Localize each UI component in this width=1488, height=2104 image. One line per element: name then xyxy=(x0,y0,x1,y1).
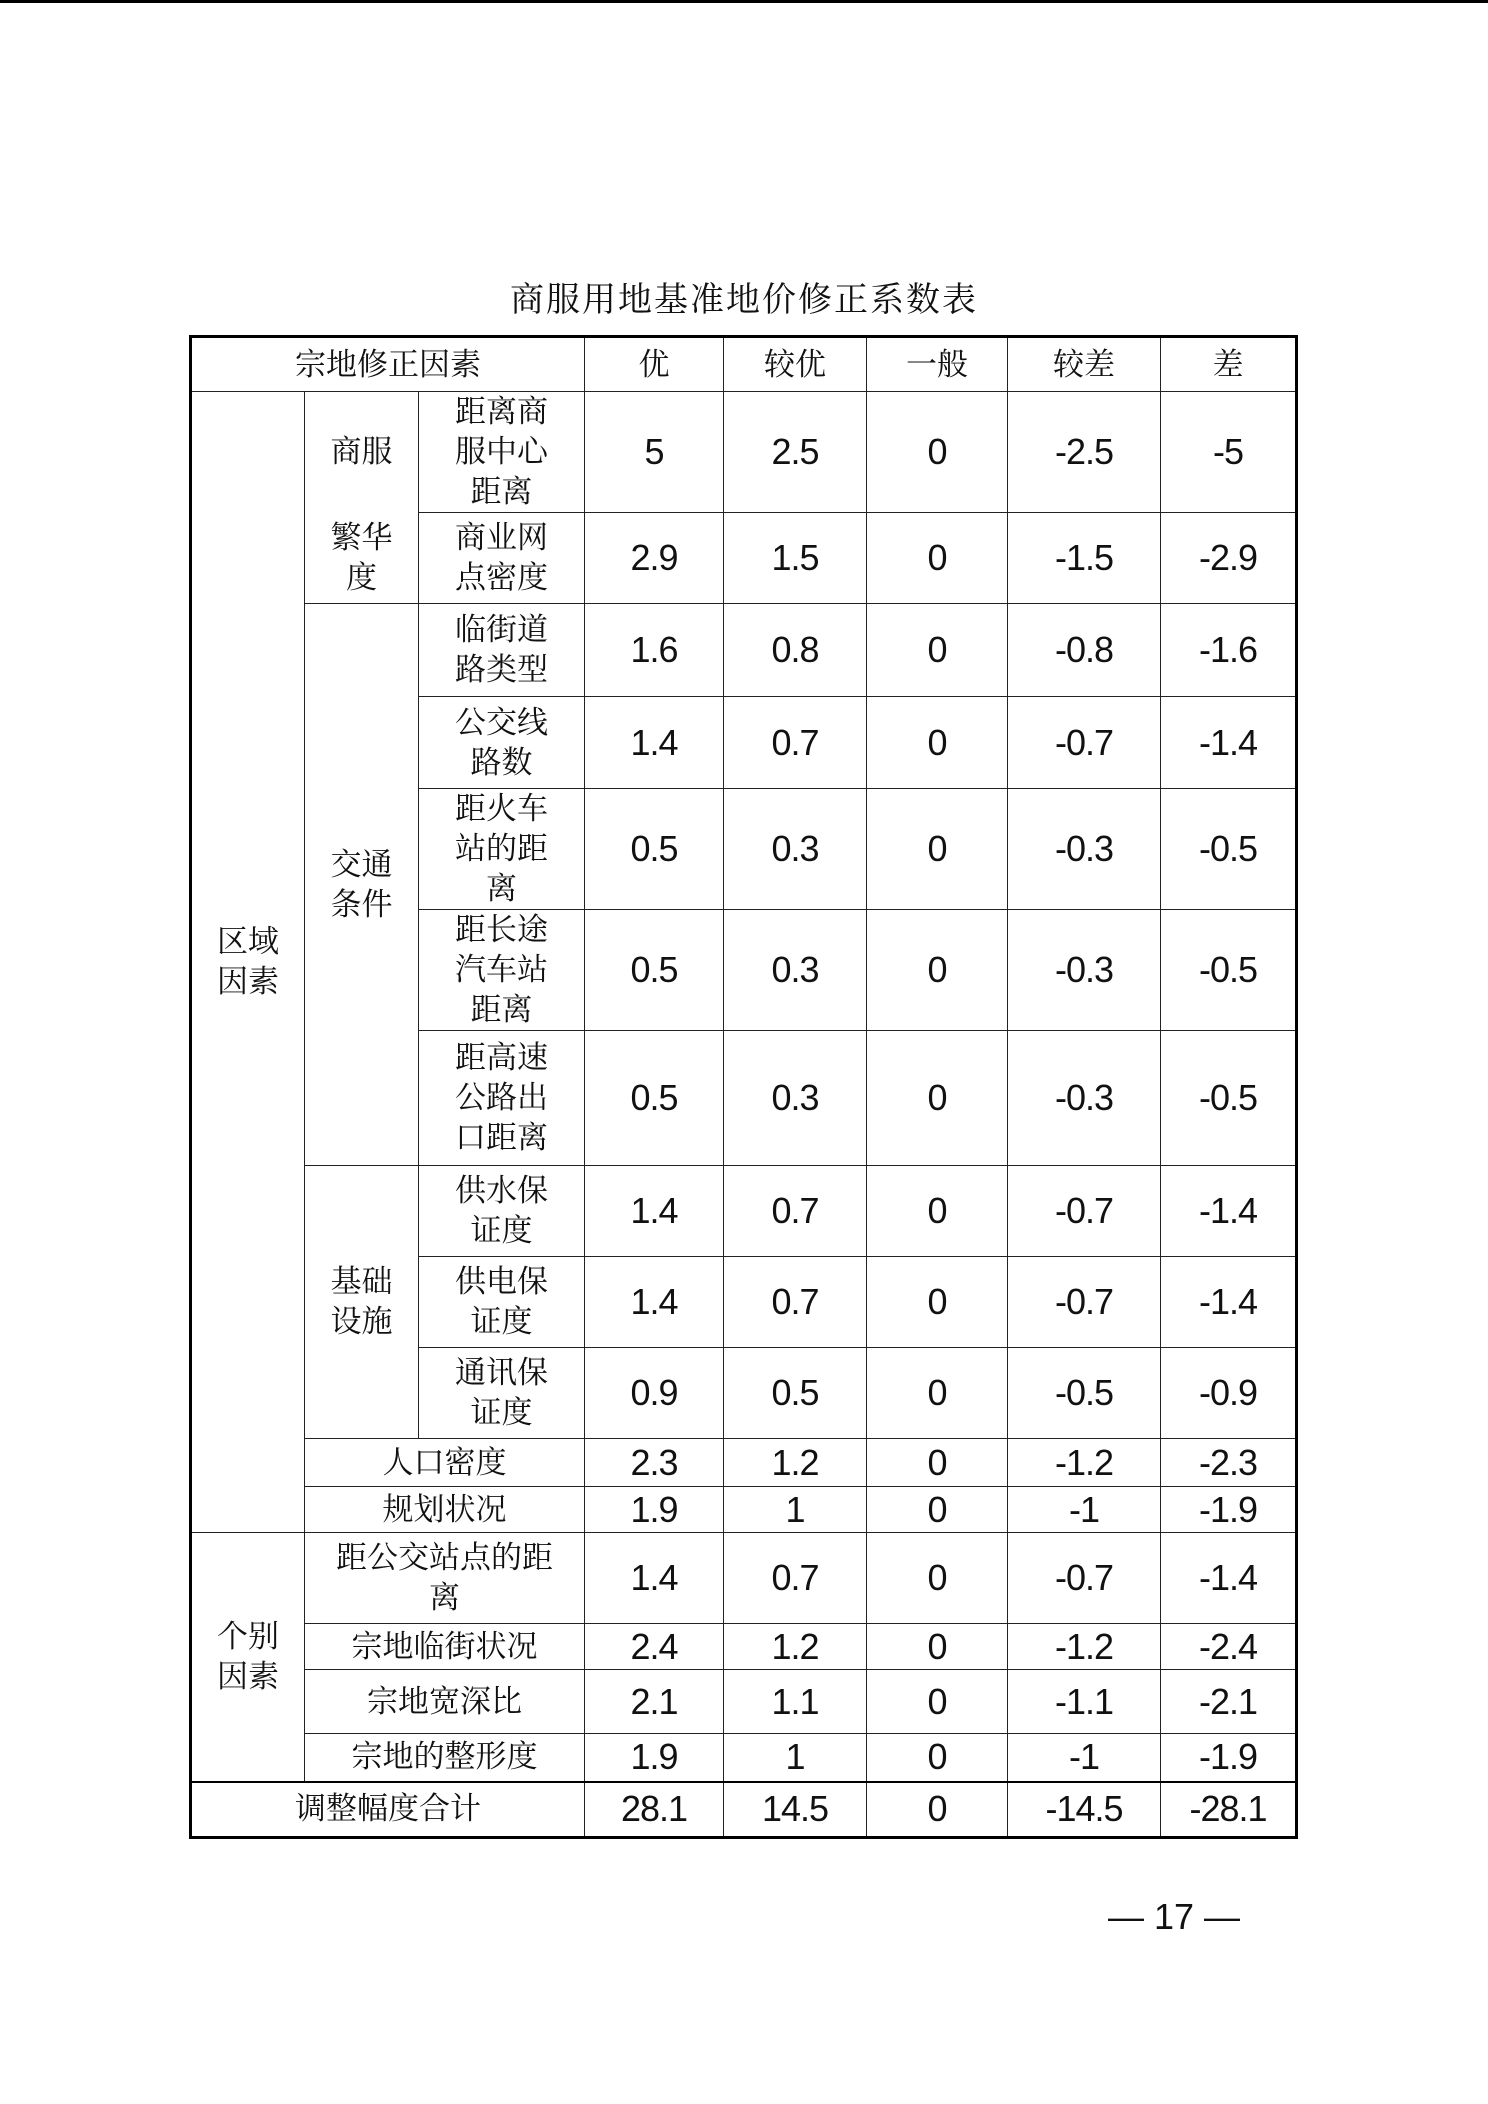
correction-coefficient-table xyxy=(189,335,1298,1839)
value-cell: 1.4 xyxy=(585,697,724,789)
value-cell: -2.4 xyxy=(1161,1624,1297,1670)
row-label: 距高速 公路出 口距离 xyxy=(419,1031,585,1166)
value-cell: -0.8 xyxy=(1008,604,1161,697)
value-cell: -1.4 xyxy=(1161,1257,1297,1348)
value-cell: -2.3 xyxy=(1161,1439,1297,1487)
value-cell: 0.7 xyxy=(724,1533,867,1624)
row-label: 商业网 点密度 xyxy=(419,513,585,604)
value-cell: -0.3 xyxy=(1008,789,1161,910)
value-cell: 0.5 xyxy=(585,789,724,910)
value-cell: 0 xyxy=(867,1348,1008,1439)
row-label: 宗地的整形度 xyxy=(305,1734,585,1782)
row-label: 供电保 证度 xyxy=(419,1257,585,1348)
value-cell: 1.1 xyxy=(724,1670,867,1734)
value-cell: 1 xyxy=(724,1734,867,1782)
value-cell: 0.8 xyxy=(724,604,867,697)
value-cell: 0 xyxy=(867,1734,1008,1782)
value-cell: 0.7 xyxy=(724,1257,867,1348)
value-cell: 0 xyxy=(867,604,1008,697)
value-cell: 0 xyxy=(867,1166,1008,1257)
row-label: 距长途 汽车站 距离 xyxy=(419,910,585,1031)
row-label: 宗地宽深比 xyxy=(305,1670,585,1734)
value-cell: 2.4 xyxy=(585,1624,724,1670)
group-regional-factors: 区域 因素 xyxy=(191,392,305,1533)
value-cell: 0 xyxy=(867,1257,1008,1348)
value-cell: 1.4 xyxy=(585,1257,724,1348)
value-cell: -1.6 xyxy=(1161,604,1297,697)
value-cell: 0 xyxy=(867,1031,1008,1166)
table-row xyxy=(191,1533,1297,1624)
value-cell: 0 xyxy=(867,1624,1008,1670)
value-cell: 2.3 xyxy=(585,1439,724,1487)
total-value: 0 xyxy=(867,1782,1008,1838)
value-cell: -2.1 xyxy=(1161,1670,1297,1734)
total-value: -28.1 xyxy=(1161,1782,1297,1838)
value-cell: 0 xyxy=(867,789,1008,910)
total-row xyxy=(191,1782,1297,1838)
value-cell: 0.7 xyxy=(724,697,867,789)
value-cell: -1.2 xyxy=(1008,1624,1161,1670)
group-traffic-conditions: 交通 条件 xyxy=(305,604,419,1166)
table-title: 商服用地基准地价修正系数表 xyxy=(510,280,978,320)
total-value: 28.1 xyxy=(585,1782,724,1838)
value-cell: 1.4 xyxy=(585,1533,724,1624)
value-cell: 0 xyxy=(867,910,1008,1031)
value-cell: 2.9 xyxy=(585,513,724,604)
header-level-excellent: 优 xyxy=(585,337,724,392)
value-cell: -1 xyxy=(1008,1734,1161,1782)
value-cell: 0 xyxy=(867,1439,1008,1487)
value-cell: -1.4 xyxy=(1161,1166,1297,1257)
total-value: -14.5 xyxy=(1008,1782,1161,1838)
value-cell: 1.2 xyxy=(724,1624,867,1670)
value-cell: -1.9 xyxy=(1161,1734,1297,1782)
value-cell: 5 xyxy=(585,392,724,513)
group-commercial-top: 商服 xyxy=(305,392,419,513)
header-level-good: 较优 xyxy=(724,337,867,392)
value-cell: 0 xyxy=(867,1487,1008,1533)
value-cell: 2.1 xyxy=(585,1670,724,1734)
value-cell: -1.1 xyxy=(1008,1670,1161,1734)
table-row xyxy=(191,1487,1297,1533)
row-label: 距公交站点的距 离 xyxy=(305,1533,585,1624)
value-cell: -0.5 xyxy=(1008,1348,1161,1439)
header-factor: 宗地修正因素 xyxy=(191,337,585,392)
value-cell: 0 xyxy=(867,1533,1008,1624)
value-cell: -1.4 xyxy=(1161,697,1297,789)
group-infrastructure: 基础 设施 xyxy=(305,1166,419,1439)
value-cell: 0.5 xyxy=(724,1348,867,1439)
row-label: 临街道 路类型 xyxy=(419,604,585,697)
value-cell: 1.5 xyxy=(724,513,867,604)
value-cell: -0.3 xyxy=(1008,910,1161,1031)
value-cell: -1 xyxy=(1008,1487,1161,1533)
page-number: — 17 — xyxy=(1108,1896,1241,1937)
value-cell: 1.2 xyxy=(724,1439,867,1487)
value-cell: -0.7 xyxy=(1008,697,1161,789)
value-cell: 0.9 xyxy=(585,1348,724,1439)
value-cell: 0 xyxy=(867,392,1008,513)
value-cell: -0.7 xyxy=(1008,1166,1161,1257)
row-label: 供水保 证度 xyxy=(419,1166,585,1257)
row-label: 人口密度 xyxy=(305,1439,585,1487)
value-cell: 1.9 xyxy=(585,1734,724,1782)
value-cell: -0.5 xyxy=(1161,910,1297,1031)
value-cell: -0.5 xyxy=(1161,1031,1297,1166)
table-row xyxy=(191,604,1297,697)
total-label: 调整幅度合计 xyxy=(191,1782,585,1838)
value-cell: -2.9 xyxy=(1161,513,1297,604)
value-cell: 1.9 xyxy=(585,1487,724,1533)
header-level-bad: 差 xyxy=(1161,337,1297,392)
row-label: 宗地临街状况 xyxy=(305,1624,585,1670)
table-row xyxy=(191,392,1297,513)
table-row xyxy=(191,1166,1297,1257)
value-cell: -1.5 xyxy=(1008,513,1161,604)
value-cell: 0.3 xyxy=(724,789,867,910)
value-cell: 1 xyxy=(724,1487,867,1533)
value-cell: 0.5 xyxy=(585,910,724,1031)
header-row xyxy=(191,337,1297,392)
value-cell: -0.7 xyxy=(1008,1257,1161,1348)
table-row xyxy=(191,513,1297,604)
value-cell: -1.4 xyxy=(1161,1533,1297,1624)
value-cell: 0 xyxy=(867,1670,1008,1734)
value-cell: 0 xyxy=(867,697,1008,789)
total-value: 14.5 xyxy=(724,1782,867,1838)
table-row xyxy=(191,1670,1297,1734)
group-individual-factors: 个别 因素 xyxy=(191,1533,305,1782)
row-label: 距离商 服中心 距离 xyxy=(419,392,585,513)
value-cell: -5 xyxy=(1161,392,1297,513)
row-label: 公交线 路数 xyxy=(419,697,585,789)
table-row xyxy=(191,1734,1297,1782)
value-cell: -0.9 xyxy=(1161,1348,1297,1439)
value-cell: 0.5 xyxy=(585,1031,724,1166)
value-cell: 0 xyxy=(867,513,1008,604)
value-cell: -0.5 xyxy=(1161,789,1297,910)
row-label: 通讯保 证度 xyxy=(419,1348,585,1439)
value-cell: -0.3 xyxy=(1008,1031,1161,1166)
value-cell: -1.2 xyxy=(1008,1439,1161,1487)
top-border-rule xyxy=(0,0,1488,3)
header-level-average: 一般 xyxy=(867,337,1008,392)
value-cell: 0.7 xyxy=(724,1166,867,1257)
value-cell: 0.3 xyxy=(724,910,867,1031)
value-cell: -0.7 xyxy=(1008,1533,1161,1624)
table-row xyxy=(191,1439,1297,1487)
row-label: 规划状况 xyxy=(305,1487,585,1533)
value-cell: -2.5 xyxy=(1008,392,1161,513)
row-label: 距火车 站的距 离 xyxy=(419,789,585,910)
value-cell: 2.5 xyxy=(724,392,867,513)
group-commercial-bottom: 繁华 度 xyxy=(305,513,419,604)
value-cell: 0.3 xyxy=(724,1031,867,1166)
value-cell: 1.6 xyxy=(585,604,724,697)
header-level-poor: 较差 xyxy=(1008,337,1161,392)
value-cell: -1.9 xyxy=(1161,1487,1297,1533)
table-row xyxy=(191,1624,1297,1670)
value-cell: 1.4 xyxy=(585,1166,724,1257)
